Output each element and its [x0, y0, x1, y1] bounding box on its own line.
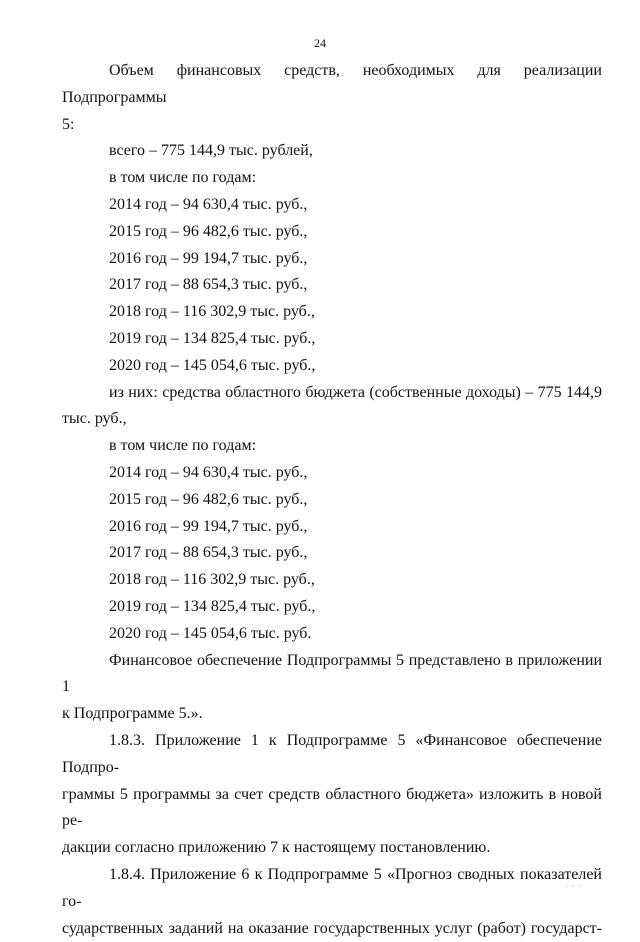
- intro-line-2: 5:: [62, 112, 602, 139]
- of-which-line-1: из них: средства областного бюджета (собственные доходы) – 775 144,9: [62, 380, 602, 407]
- total-amount: всего – 775 144,9 тыс. рублей,: [62, 138, 602, 165]
- financing-note-line-1: Финансовое обеспечение Подпрограммы 5 представлено в приложении 1: [62, 648, 602, 702]
- document-body: [62, 58, 602, 942]
- item-1-8-3-line-2: граммы 5 программы за счет средств областного бюджета» изложить в новой ре-: [62, 782, 602, 836]
- financing-note-line-2: к Подпрограмме 5.».: [62, 701, 602, 728]
- year-line-2015-a: 2015 год – 96 482,6 тыс. руб.,: [62, 219, 602, 246]
- year-line-2020-a: 2020 год – 145 054,6 тыс. руб.,: [62, 353, 602, 380]
- year-line-2017-a: 2017 год – 88 654,3 тыс. руб.,: [62, 272, 602, 299]
- year-line-2014-b: 2014 год – 94 630,4 тыс. руб.,: [62, 460, 602, 487]
- item-1-8-3-line-3: дакции согласно приложению 7 к настоящему постановлению.: [62, 835, 602, 862]
- corner-mark: · · ·: [565, 882, 582, 891]
- year-line-2018-a: 2018 год – 116 302,9 тыс. руб.,: [62, 299, 602, 326]
- year-line-2020-b: 2020 год – 145 054,6 тыс. руб.: [62, 621, 602, 648]
- item-1-8-4-line-1: 1.8.4. Приложение 6 к Подпрограмме 5 «Прогноз сводных показателей го-: [62, 862, 602, 916]
- of-which-line-2: тыс. руб.,: [62, 406, 602, 433]
- page-number: 24: [0, 36, 640, 51]
- intro-line-1: Объем финансовых средств, необходимых для реализации Подпрограммы: [62, 58, 602, 112]
- year-line-2015-b: 2015 год – 96 482,6 тыс. руб.,: [62, 487, 602, 514]
- year-line-2016-b: 2016 год – 99 194,7 тыс. руб.,: [62, 514, 602, 541]
- year-line-2018-b: 2018 год – 116 302,9 тыс. руб.,: [62, 567, 602, 594]
- year-line-2016-a: 2016 год – 99 194,7 тыс. руб.,: [62, 246, 602, 273]
- year-line-2014-a: 2014 год – 94 630,4 тыс. руб.,: [62, 192, 602, 219]
- year-line-2019-b: 2019 год – 134 825,4 тыс. руб.,: [62, 594, 602, 621]
- by-years-label-2: в том числе по годам:: [62, 433, 602, 460]
- year-line-2019-a: 2019 год – 134 825,4 тыс. руб.,: [62, 326, 602, 353]
- year-line-2017-b: 2017 год – 88 654,3 тыс. руб.,: [62, 540, 602, 567]
- item-1-8-3-line-1: 1.8.3. Приложение 1 к Подпрограмме 5 «Финансовое обеспечение Подпро-: [62, 728, 602, 782]
- by-years-label-1: в том числе по годам:: [62, 165, 602, 192]
- item-1-8-4-line-2: сударственных заданий на оказание государственных услуг (работ) государст-: [62, 916, 602, 942]
